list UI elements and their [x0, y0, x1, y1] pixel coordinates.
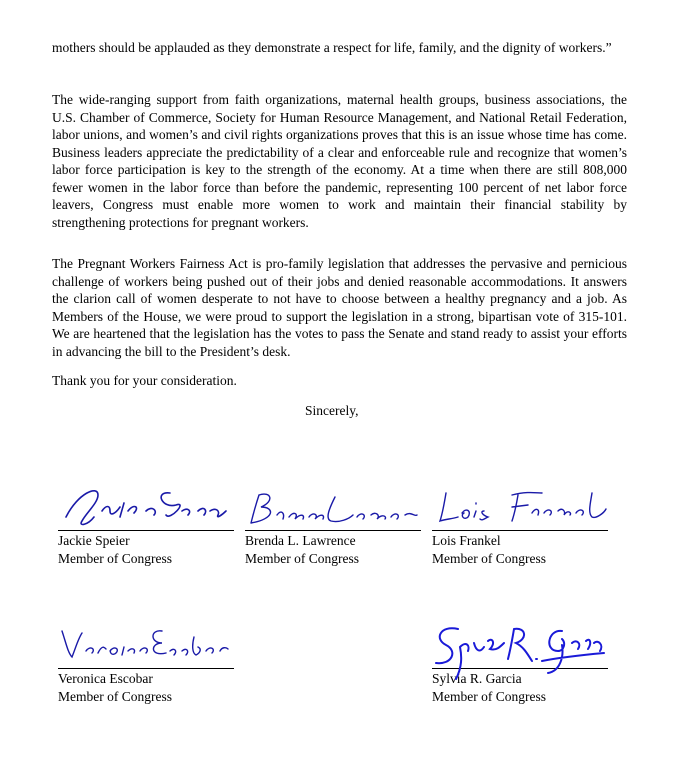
- signature-line: [245, 530, 421, 531]
- signature-block-speier: [58, 530, 234, 567]
- signatory-title: Member of Congress: [58, 688, 172, 704]
- letter-paragraph-2: The wide-ranging support from faith organizations, maternal health groups, business associations, the U.S. Chamber of Commerce, Society for Human Resource Management, and National Retail Federation, labor unions, and women’s and civil rights organizations proves that this is an issue whose time has come. Business leaders appreciate the predictability of a clear and enforceable rule and recognize that women’s labor force participation is key to the strength of the economy. At a time when there are still 808,000 fewer women in the labor force than before the pandemic, representing 100 percent of net labor force leavers, Congress must enable more women to work and maintain their financial stability by strengthening protections for pregnant workers.: [52, 92, 627, 230]
- letter-paragraph-3: The Pregnant Workers Fairness Act is pro-family legislation that addresses the pervasive and pernicious challenge of workers being pushed out of their jobs and denied reasonable accommodations. It answers the clarion call of women desperate to not have to choose between a healthy pregnancy and a job. As Members of the House, we were proud to support the legislation in a strong, bipartisan vote of 315-101. We are heartened that the legislation has the votes to pass the Senate and stand ready to assist your efforts in advancing the bill to the President’s desk.: [52, 256, 627, 359]
- signature-line: [58, 530, 234, 531]
- letter-closing: Sincerely,: [305, 403, 359, 418]
- signature-block-escobar: [58, 668, 234, 705]
- signature-block-garcia: [432, 668, 608, 705]
- handwritten-signature-escobar: [58, 623, 234, 667]
- signatory-title: Member of Congress: [432, 550, 546, 566]
- signatory-name: Jackie Speier: [58, 533, 130, 548]
- signatory-name: Lois Frankel: [432, 533, 501, 548]
- handwritten-signature-lawrence: [245, 489, 421, 529]
- handwritten-signature-speier: [58, 481, 228, 529]
- handwritten-signature-garcia: [432, 621, 608, 683]
- signature-block-lawrence: [245, 530, 421, 567]
- signatory-name: Veronica Escobar: [58, 671, 153, 686]
- signatory-title: Member of Congress: [245, 550, 359, 566]
- letter-paragraph-1: mothers should be applauded as they demonstrate a respect for life, family, and the dignity of workers.”: [52, 40, 612, 55]
- signature-line: [58, 668, 234, 669]
- signatory-title: Member of Congress: [58, 550, 172, 566]
- signatory-name: Sylvia R. Garcia: [432, 671, 522, 686]
- signature-line: [432, 530, 608, 531]
- signatory-name: Brenda L. Lawrence: [245, 533, 356, 548]
- letter-paragraph-4: Thank you for your consideration.: [52, 373, 237, 388]
- handwritten-signature-frankel: [432, 485, 608, 529]
- signature-block-frankel: [432, 530, 608, 567]
- signatory-title: Member of Congress: [432, 688, 546, 704]
